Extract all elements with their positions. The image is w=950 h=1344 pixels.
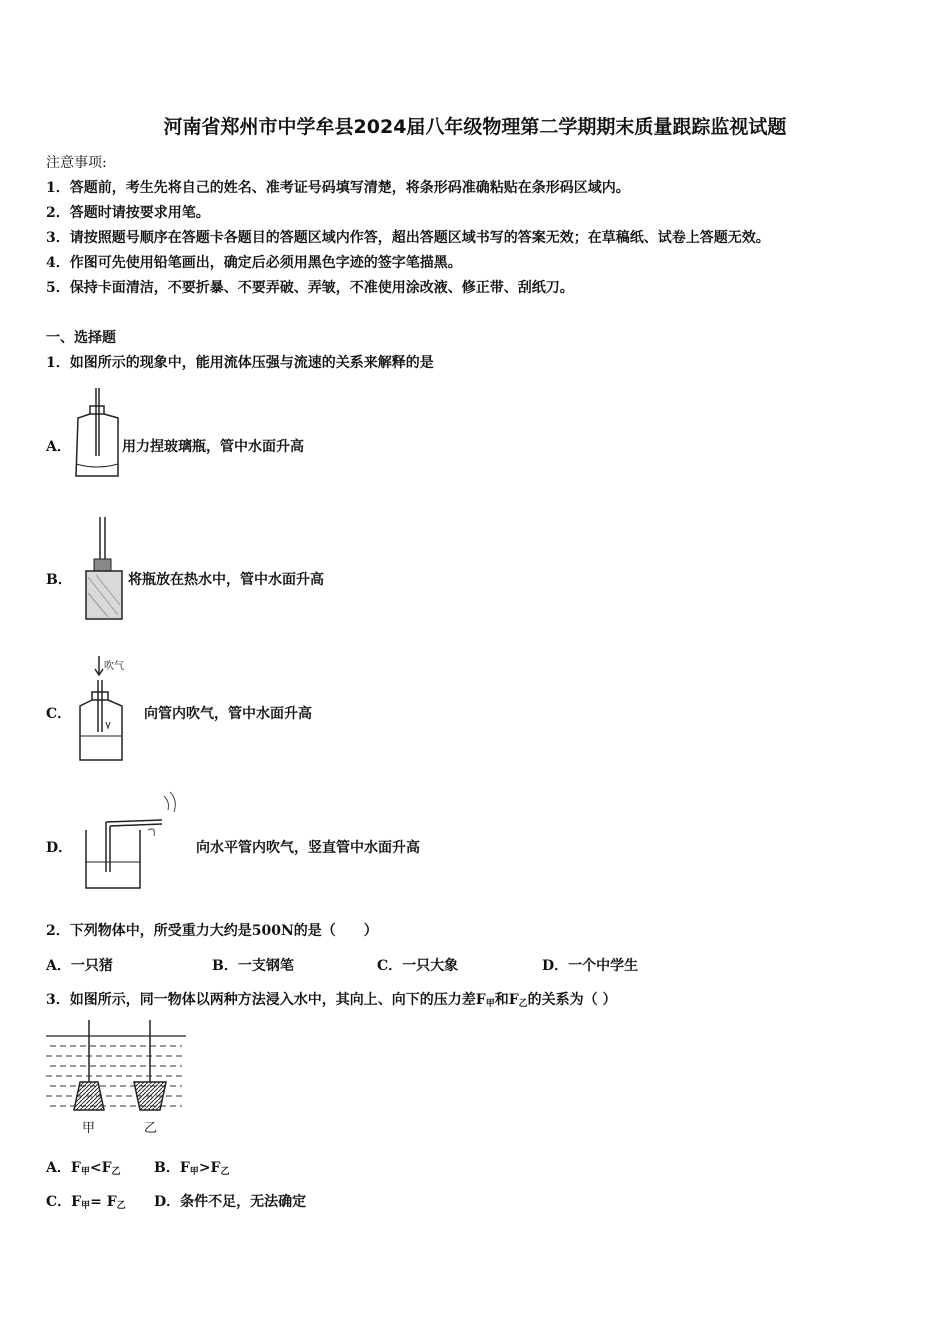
q1-option-d-label: D． — [46, 840, 73, 856]
figure-label-yi: 乙 — [144, 1121, 158, 1136]
figure-label-jia: 甲 — [82, 1121, 96, 1136]
squeezed-bottle-figure — [70, 386, 124, 482]
q2-option-a: A．一只猪 — [46, 958, 113, 974]
section-heading: 一、选择题 — [46, 330, 116, 346]
blow-label: 吹气 — [104, 661, 124, 672]
heated-bottle-figure — [80, 515, 126, 621]
q1-option-c-label: C． — [46, 706, 72, 722]
page-title: 河南省郑州市中学牟县2024届八年级物理第二学期期末质量跟踪监视试题 — [163, 116, 787, 138]
q3-stem: 3．如图所示，同一物体以两种方法浸入水中，其向上、向下的压力差$F_甲$和$F_乙$的关系为（ ） — [46, 992, 617, 1009]
q3-option-b: B．$F_甲>F_乙$ — [154, 1160, 230, 1177]
q1-option-d-text: 向水平管内吹气，竖直管中水面升高 — [196, 840, 420, 856]
immersed-objects-figure — [46, 1020, 186, 1114]
notice-heading: 注意事项: — [46, 155, 107, 171]
q1-option-a-label: A． — [46, 439, 71, 455]
q2-option-c: C．一只大象 — [377, 958, 459, 974]
q1-option-c-text: 向管内吹气，管中水面升高 — [144, 706, 312, 722]
notice-item: 5．保持卡面清洁，不要折暴、不要弄破、弄皱，不准使用涂改液、修正带、刮纸刀。 — [46, 280, 574, 296]
q2-option-d: D．一个中学生 — [542, 958, 639, 974]
notice-item: 3．请按照题号顺序在答题卡各题目的答题区域内作答，超出答题区域书写的答案无效；在草稿纸、试卷上答题无效。 — [46, 230, 770, 246]
notice-item: 2．答题时请按要求用笔。 — [46, 205, 210, 221]
notice-item: 4．作图可先使用铅笔画出，确定后必须用黑色字迹的签字笔描黑。 — [46, 255, 462, 271]
q1-option-a-text: 用力捏玻璃瓶，管中水面升高 — [122, 439, 304, 455]
q1-stem: 1．如图所示的现象中，能用流体压强与流速的关系来解释的是 — [46, 355, 434, 371]
q2-stem: 2．下列物体中，所受重力大约是500N的是（ ） — [46, 923, 378, 939]
notice-item: 1．答题前，考生先将自己的姓名、准考证号码填写清楚，将条形码准确粘贴在条形码区域内。 — [46, 180, 630, 196]
q2-option-b: B．一支钢笔 — [212, 958, 294, 974]
q3-option-a: A．$F_甲<F_乙$ — [46, 1160, 121, 1177]
q1-option-b-label: B． — [46, 572, 72, 588]
horizontal-tube-figure — [80, 786, 188, 894]
q1-option-b-text: 将瓶放在热水中，管中水面升高 — [128, 572, 324, 588]
q3-option-c: C．$F_甲= F_乙$ — [46, 1194, 126, 1211]
q3-option-d: D．条件不足，无法确定 — [154, 1194, 307, 1210]
